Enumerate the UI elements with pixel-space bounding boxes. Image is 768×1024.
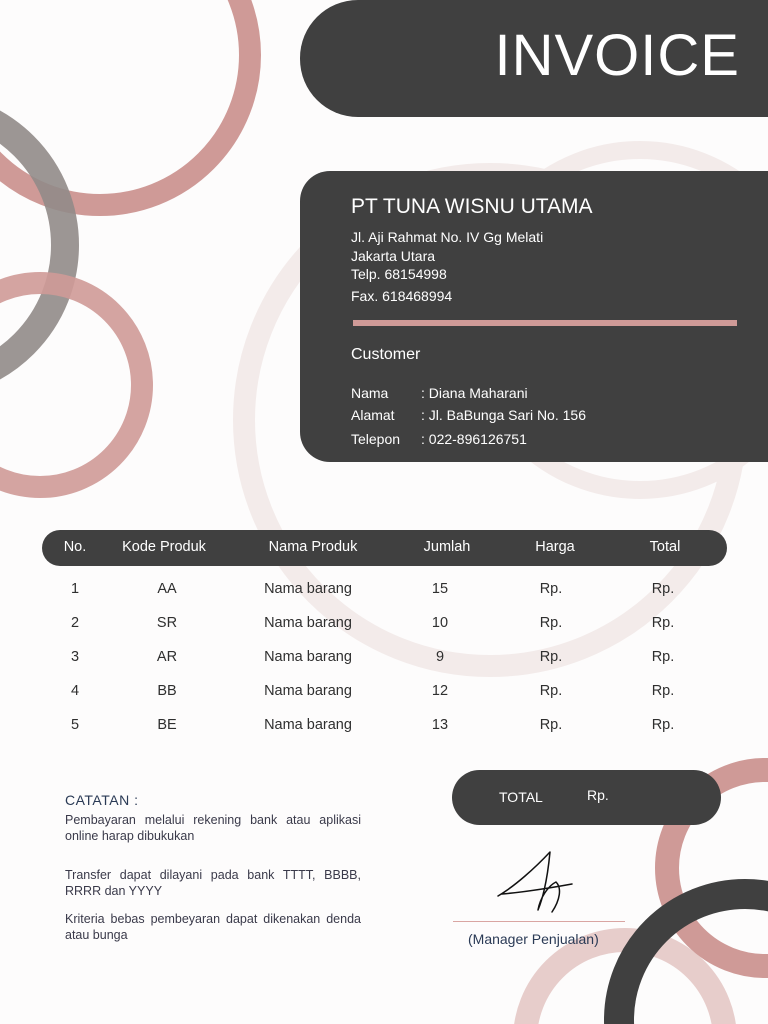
cell-total: Rp. — [651, 683, 675, 699]
note-item: Pembayaran melalui rekening bank atau aplikasi online harap dibukukan — [65, 813, 361, 843]
column-header-jumlah: Jumlah — [423, 539, 471, 555]
light-ring-bottom — [525, 940, 725, 1024]
cell-nama: Nama barang — [264, 615, 352, 631]
customer-name-value: : Diana Maharani — [421, 385, 528, 401]
cell-no: 5 — [70, 717, 80, 733]
company-name: PT TUNA WISNU UTAMA — [351, 195, 593, 218]
signature-image — [490, 848, 580, 918]
cell-no: 2 — [70, 615, 80, 631]
cell-total: Rp. — [651, 581, 675, 597]
company-phone: Telp. 68154998 — [351, 266, 447, 282]
company-address-line1: Jl. Aji Rahmat No. IV Gg Melati — [351, 229, 544, 245]
cell-total: Rp. — [651, 649, 675, 665]
header-banner — [300, 0, 768, 117]
cell-total: Rp. — [651, 615, 675, 631]
signature-label: (Manager Penjualan) — [468, 931, 599, 947]
total-box — [452, 770, 721, 825]
cell-harga: Rp. — [539, 717, 563, 733]
cell-no: 3 — [70, 649, 80, 665]
cell-nama: Nama barang — [264, 581, 352, 597]
cell-no: 4 — [70, 683, 80, 699]
customer-address-value: : Jl. BaBunga Sari No. 156 — [421, 407, 586, 423]
card-divider — [353, 320, 737, 326]
note-item: Transfer dapat dilayani pada bank TTTT, BBBB, RRRR dan YYYY — [65, 868, 361, 898]
customer-phone-value: : 022-896126751 — [421, 431, 527, 447]
total-label: TOTAL — [499, 789, 543, 805]
column-header-nama-produk: Nama Produk — [268, 539, 358, 555]
cell-kode: SR — [156, 615, 178, 631]
gray-ring — [0, 105, 65, 385]
rose-ring-middle — [0, 283, 142, 487]
cell-harga: Rp. — [539, 649, 563, 665]
total-value: Rp. — [587, 787, 609, 803]
company-fax: Fax. 618468994 — [351, 288, 453, 304]
customer-heading: Customer — [351, 346, 421, 363]
cell-harga: Rp. — [539, 683, 563, 699]
company-card — [300, 171, 768, 462]
cell-jumlah: 12 — [431, 683, 449, 699]
customer-phone-label: Telepon — [351, 431, 401, 447]
cell-jumlah: 9 — [435, 649, 445, 665]
column-header-harga: Harga — [535, 539, 575, 555]
cell-total: Rp. — [651, 717, 675, 733]
column-header-no: No. — [63, 539, 87, 555]
rose-ring-top — [0, 0, 250, 205]
column-header-total: Total — [649, 539, 681, 555]
customer-name-label: Nama — [351, 385, 389, 401]
customer-address-row — [351, 407, 586, 423]
column-header-kode-produk: Kode Produk — [122, 539, 206, 555]
cell-nama: Nama barang — [264, 683, 352, 699]
notes-title: CATATAN : — [65, 792, 139, 808]
note-item: Kriteria bebas pembeyaran dapat dikenakan denda atau bunga — [65, 912, 361, 942]
table-header — [42, 530, 727, 566]
cell-nama: Nama barang — [264, 717, 352, 733]
customer-name-row — [351, 385, 528, 401]
cell-kode: BB — [157, 683, 177, 699]
cell-harga: Rp. — [539, 615, 563, 631]
dark-ring-bottom — [619, 894, 768, 1024]
cell-jumlah: 13 — [431, 717, 449, 733]
invoice-title: INVOICE — [494, 23, 740, 88]
cell-harga: Rp. — [539, 581, 563, 597]
cell-kode: AR — [156, 649, 178, 665]
cell-jumlah: 15 — [431, 581, 449, 597]
customer-phone-row — [351, 431, 527, 447]
cell-no: 1 — [70, 581, 80, 597]
customer-address-label: Alamat — [351, 407, 395, 423]
company-address-line2: Jakarta Utara — [351, 248, 436, 264]
cell-nama: Nama barang — [264, 649, 352, 665]
signature-line — [453, 921, 625, 922]
cell-kode: AA — [157, 581, 177, 597]
cell-kode: BE — [157, 717, 177, 733]
cell-jumlah: 10 — [431, 615, 449, 631]
